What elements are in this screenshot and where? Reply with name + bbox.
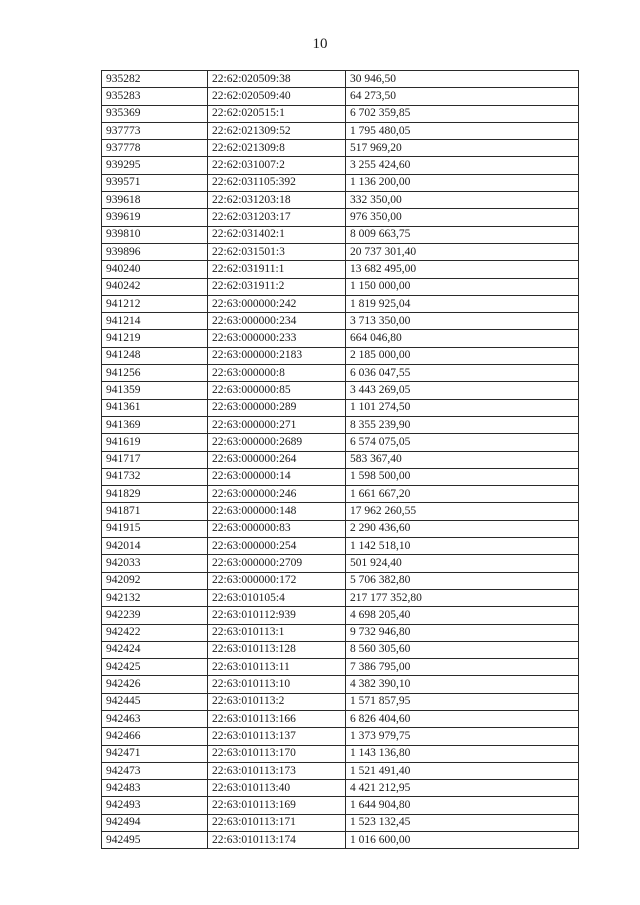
cadastral-number-cell: 22:63:000000:242 [208, 295, 346, 312]
cadastral-value-cell: 1 136 200,00 [346, 174, 579, 191]
cadastral-value-cell: 217 177 352,80 [346, 589, 579, 606]
cadastral-number-cell: 22:63:000000:85 [208, 382, 346, 399]
registry-number-cell: 942422 [102, 624, 208, 641]
table-row [102, 243, 579, 260]
cadastral-number-cell: 22:63:000000:234 [208, 313, 346, 330]
cadastral-value-cell: 1 571 857,95 [346, 693, 579, 710]
registry-number-cell: 937773 [102, 122, 208, 139]
table-row [102, 589, 579, 606]
table-row [102, 780, 579, 797]
cadastral-number-cell: 22:63:010113:174 [208, 832, 346, 849]
cadastral-value-cell: 4 382 390,10 [346, 676, 579, 693]
cadastral-number-cell: 22:63:000000:172 [208, 572, 346, 589]
table-row [102, 538, 579, 555]
registry-number-cell: 942426 [102, 676, 208, 693]
cadastral-number-cell: 22:62:031911:1 [208, 261, 346, 278]
cadastral-value-cell: 1 523 132,45 [346, 814, 579, 831]
cadastral-value-cell: 6 036 047,55 [346, 365, 579, 382]
cadastral-number-cell: 22:63:000000:264 [208, 451, 346, 468]
table-row [102, 399, 579, 416]
cadastral-number-cell: 22:63:010113:170 [208, 745, 346, 762]
cadastral-value-cell: 4 698 205,40 [346, 607, 579, 624]
registry-number-cell: 939896 [102, 243, 208, 260]
cadastral-number-cell: 22:63:000000:8 [208, 365, 346, 382]
cadastral-number-cell: 22:62:020515:1 [208, 105, 346, 122]
cadastral-number-cell: 22:62:020509:40 [208, 88, 346, 105]
cadastral-number-cell: 22:63:000000:271 [208, 416, 346, 433]
cadastral-number-cell: 22:63:010105:4 [208, 589, 346, 606]
cadastral-number-cell: 22:63:000000:2689 [208, 434, 346, 451]
table-row [102, 71, 579, 88]
cadastral-value-cell: 1 142 518,10 [346, 538, 579, 555]
table-row [102, 520, 579, 537]
cadastral-number-cell: 22:62:031105:392 [208, 174, 346, 191]
table-row [102, 745, 579, 762]
cadastral-number-cell: 22:62:031911:2 [208, 278, 346, 295]
cadastral-value-cell: 2 185 000,00 [346, 347, 579, 364]
registry-number-cell: 941212 [102, 295, 208, 312]
cadastral-number-cell: 22:63:010113:137 [208, 728, 346, 745]
table-row [102, 555, 579, 572]
registry-table-body [102, 71, 579, 849]
registry-number-cell: 942495 [102, 832, 208, 849]
cadastral-value-cell: 1 101 274,50 [346, 399, 579, 416]
registry-number-cell: 942445 [102, 693, 208, 710]
cadastral-value-cell: 583 367,40 [346, 451, 579, 468]
cadastral-number-cell: 22:63:000000:148 [208, 503, 346, 520]
cadastral-number-cell: 22:63:010113:1 [208, 624, 346, 641]
table-row [102, 122, 579, 139]
registry-number-cell: 941829 [102, 486, 208, 503]
registry-number-cell: 942466 [102, 728, 208, 745]
table-row [102, 157, 579, 174]
cadastral-number-cell: 22:63:000000:254 [208, 538, 346, 555]
table-row [102, 572, 579, 589]
table-row [102, 503, 579, 520]
registry-number-cell: 939295 [102, 157, 208, 174]
cadastral-value-cell: 5 706 382,80 [346, 572, 579, 589]
table-row [102, 209, 579, 226]
cadastral-value-cell: 6 702 359,85 [346, 105, 579, 122]
table-row [102, 313, 579, 330]
table-row [102, 832, 579, 849]
registry-number-cell: 941248 [102, 347, 208, 364]
cadastral-value-cell: 1 795 480,05 [346, 122, 579, 139]
cadastral-value-cell: 1 373 979,75 [346, 728, 579, 745]
cadastral-value-cell: 3 255 424,60 [346, 157, 579, 174]
table-row [102, 451, 579, 468]
registry-number-cell: 942425 [102, 659, 208, 676]
cadastral-number-cell: 22:63:010113:10 [208, 676, 346, 693]
cadastral-number-cell: 22:62:031007:2 [208, 157, 346, 174]
cadastral-value-cell: 1 661 667,20 [346, 486, 579, 503]
cadastral-number-cell: 22:62:021309:8 [208, 140, 346, 157]
registry-number-cell: 941214 [102, 313, 208, 330]
cadastral-value-cell: 4 421 212,95 [346, 780, 579, 797]
registry-number-cell: 941219 [102, 330, 208, 347]
table-row [102, 261, 579, 278]
registry-number-cell: 941256 [102, 365, 208, 382]
registry-number-cell: 941871 [102, 503, 208, 520]
registry-number-cell: 942473 [102, 762, 208, 779]
registry-number-cell: 941717 [102, 451, 208, 468]
table-row [102, 416, 579, 433]
table-row [102, 468, 579, 485]
table-row [102, 486, 579, 503]
registry-number-cell: 941619 [102, 434, 208, 451]
cadastral-value-cell: 517 969,20 [346, 140, 579, 157]
cadastral-value-cell: 9 732 946,80 [346, 624, 579, 641]
page-number: 10 [312, 36, 328, 52]
table-row [102, 192, 579, 209]
table-row [102, 814, 579, 831]
cadastral-value-cell: 8 009 663,75 [346, 226, 579, 243]
cadastral-value-cell: 1 150 000,00 [346, 278, 579, 295]
cadastral-number-cell: 22:63:000000:83 [208, 520, 346, 537]
cadastral-number-cell: 22:63:000000:2709 [208, 555, 346, 572]
registry-number-cell: 942132 [102, 589, 208, 606]
cadastral-value-cell: 664 046,80 [346, 330, 579, 347]
table-row [102, 347, 579, 364]
table-row [102, 659, 579, 676]
cadastral-number-cell: 22:62:031402:1 [208, 226, 346, 243]
cadastral-number-cell: 22:63:010113:173 [208, 762, 346, 779]
cadastral-value-cell: 1 819 925,04 [346, 295, 579, 312]
cadastral-number-cell: 22:62:031501:3 [208, 243, 346, 260]
cadastral-number-cell: 22:63:010113:128 [208, 641, 346, 658]
cadastral-number-cell: 22:63:010113:2 [208, 693, 346, 710]
table-row [102, 295, 579, 312]
registry-number-cell: 935282 [102, 71, 208, 88]
table-row [102, 278, 579, 295]
cadastral-number-cell: 22:63:000000:233 [208, 330, 346, 347]
registry-number-cell: 942239 [102, 607, 208, 624]
cadastral-value-cell: 8 355 239,90 [346, 416, 579, 433]
table-row [102, 140, 579, 157]
table-row [102, 330, 579, 347]
registry-number-cell: 941732 [102, 468, 208, 485]
registry-number-cell: 935369 [102, 105, 208, 122]
cadastral-value-cell: 976 350,00 [346, 209, 579, 226]
table-row [102, 382, 579, 399]
registry-number-cell: 940242 [102, 278, 208, 295]
cadastral-number-cell: 22:63:000000:14 [208, 468, 346, 485]
table-row [102, 607, 579, 624]
cadastral-number-cell: 22:63:000000:2183 [208, 347, 346, 364]
table-row [102, 797, 579, 814]
cadastral-value-cell: 7 386 795,00 [346, 659, 579, 676]
cadastral-number-cell: 22:62:021309:52 [208, 122, 346, 139]
registry-number-cell: 942033 [102, 555, 208, 572]
cadastral-number-cell: 22:62:031203:17 [208, 209, 346, 226]
cadastral-number-cell: 22:63:000000:289 [208, 399, 346, 416]
registry-number-cell: 942092 [102, 572, 208, 589]
registry-number-cell: 937778 [102, 140, 208, 157]
cadastral-value-cell: 1 598 500,00 [346, 468, 579, 485]
cadastral-value-cell: 1 521 491,40 [346, 762, 579, 779]
cadastral-number-cell: 22:62:031203:18 [208, 192, 346, 209]
cadastral-value-cell: 1 644 904,80 [346, 797, 579, 814]
table-row [102, 624, 579, 641]
registry-number-cell: 940240 [102, 261, 208, 278]
table-row [102, 105, 579, 122]
registry-number-cell: 939619 [102, 209, 208, 226]
registry-number-cell: 941361 [102, 399, 208, 416]
table-row [102, 641, 579, 658]
cadastral-number-cell: 22:63:000000:246 [208, 486, 346, 503]
registry-number-cell: 941369 [102, 416, 208, 433]
table-row [102, 676, 579, 693]
registry-number-cell: 942424 [102, 641, 208, 658]
cadastral-value-cell: 1 143 136,80 [346, 745, 579, 762]
cadastral-value-cell: 1 016 600,00 [346, 832, 579, 849]
cadastral-number-cell: 22:62:020509:38 [208, 71, 346, 88]
cadastral-number-cell: 22:63:010113:166 [208, 710, 346, 727]
cadastral-value-cell: 13 682 495,00 [346, 261, 579, 278]
table-row [102, 762, 579, 779]
cadastral-value-cell: 3 443 269,05 [346, 382, 579, 399]
cadastral-value-cell: 17 962 260,55 [346, 503, 579, 520]
table-row [102, 728, 579, 745]
cadastral-value-cell: 20 737 301,40 [346, 243, 579, 260]
cadastral-number-cell: 22:63:010113:11 [208, 659, 346, 676]
registry-number-cell: 939810 [102, 226, 208, 243]
cadastral-value-cell: 30 946,50 [346, 71, 579, 88]
registry-number-cell: 942014 [102, 538, 208, 555]
cadastral-value-cell: 501 924,40 [346, 555, 579, 572]
cadastral-value-cell: 64 273,50 [346, 88, 579, 105]
registry-number-cell: 941359 [102, 382, 208, 399]
cadastral-number-cell: 22:63:010113:171 [208, 814, 346, 831]
table-row [102, 710, 579, 727]
registry-table [101, 70, 579, 849]
registry-number-cell: 935283 [102, 88, 208, 105]
registry-number-cell: 939571 [102, 174, 208, 191]
table-row [102, 226, 579, 243]
table-row [102, 88, 579, 105]
cadastral-value-cell: 332 350,00 [346, 192, 579, 209]
cadastral-value-cell: 8 560 305,60 [346, 641, 579, 658]
registry-number-cell: 942463 [102, 710, 208, 727]
registry-number-cell: 942471 [102, 745, 208, 762]
table-row [102, 174, 579, 191]
registry-number-cell: 942483 [102, 780, 208, 797]
registry-number-cell: 941915 [102, 520, 208, 537]
cadastral-value-cell: 2 290 436,60 [346, 520, 579, 537]
cadastral-number-cell: 22:63:010113:169 [208, 797, 346, 814]
cadastral-value-cell: 6 574 075,05 [346, 434, 579, 451]
table-row [102, 693, 579, 710]
registry-number-cell: 939618 [102, 192, 208, 209]
cadastral-number-cell: 22:63:010113:40 [208, 780, 346, 797]
registry-number-cell: 942493 [102, 797, 208, 814]
cadastral-value-cell: 3 713 350,00 [346, 313, 579, 330]
table-row [102, 434, 579, 451]
table-row [102, 365, 579, 382]
registry-number-cell: 942494 [102, 814, 208, 831]
cadastral-value-cell: 6 826 404,60 [346, 710, 579, 727]
cadastral-number-cell: 22:63:010112:939 [208, 607, 346, 624]
